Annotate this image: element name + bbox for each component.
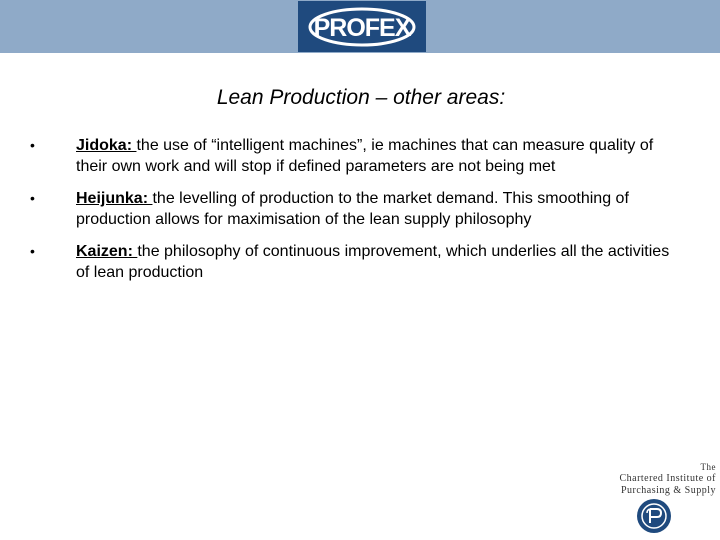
cips-logo <box>580 458 720 540</box>
profex-logo-text: PROFEX <box>313 14 411 42</box>
list-item <box>30 135 680 177</box>
bullet-term: Kaizen: <box>76 243 138 260</box>
profex-logo <box>298 1 426 52</box>
bullet-icon: • <box>30 137 35 153</box>
cips-emblem-icon <box>636 498 672 534</box>
bullet-text: the levelling of production to the market demand. This smoothing of production allows for maximisation of the lean supply philosophy <box>76 190 629 228</box>
cips-logo-line1: The <box>700 462 716 472</box>
cips-logo-line2: Chartered Institute of <box>619 473 716 484</box>
bullet-list <box>30 135 680 294</box>
cips-logo-line3: Purchasing & Supply <box>620 485 716 496</box>
bullet-text: the philosophy of continuous improvement, which underlies all the activities of lean production <box>76 243 670 281</box>
bullet-text: the use of “intelligent machines”, ie machines that can measure quality of their own work and will stop if defined parameters are not being met <box>76 137 654 175</box>
profex-logo-icon <box>298 1 426 52</box>
slide-title <box>0 86 720 110</box>
bullet-icon: • <box>30 190 35 206</box>
list-item <box>30 188 680 230</box>
bullet-icon: • <box>30 243 35 259</box>
bullet-term: Heijunka: <box>76 190 153 207</box>
bullet-term: Jidoka: <box>76 137 137 154</box>
list-item <box>30 241 680 283</box>
header-band <box>0 0 720 53</box>
slide-title-text: Lean Production – other areas: <box>216 86 506 109</box>
